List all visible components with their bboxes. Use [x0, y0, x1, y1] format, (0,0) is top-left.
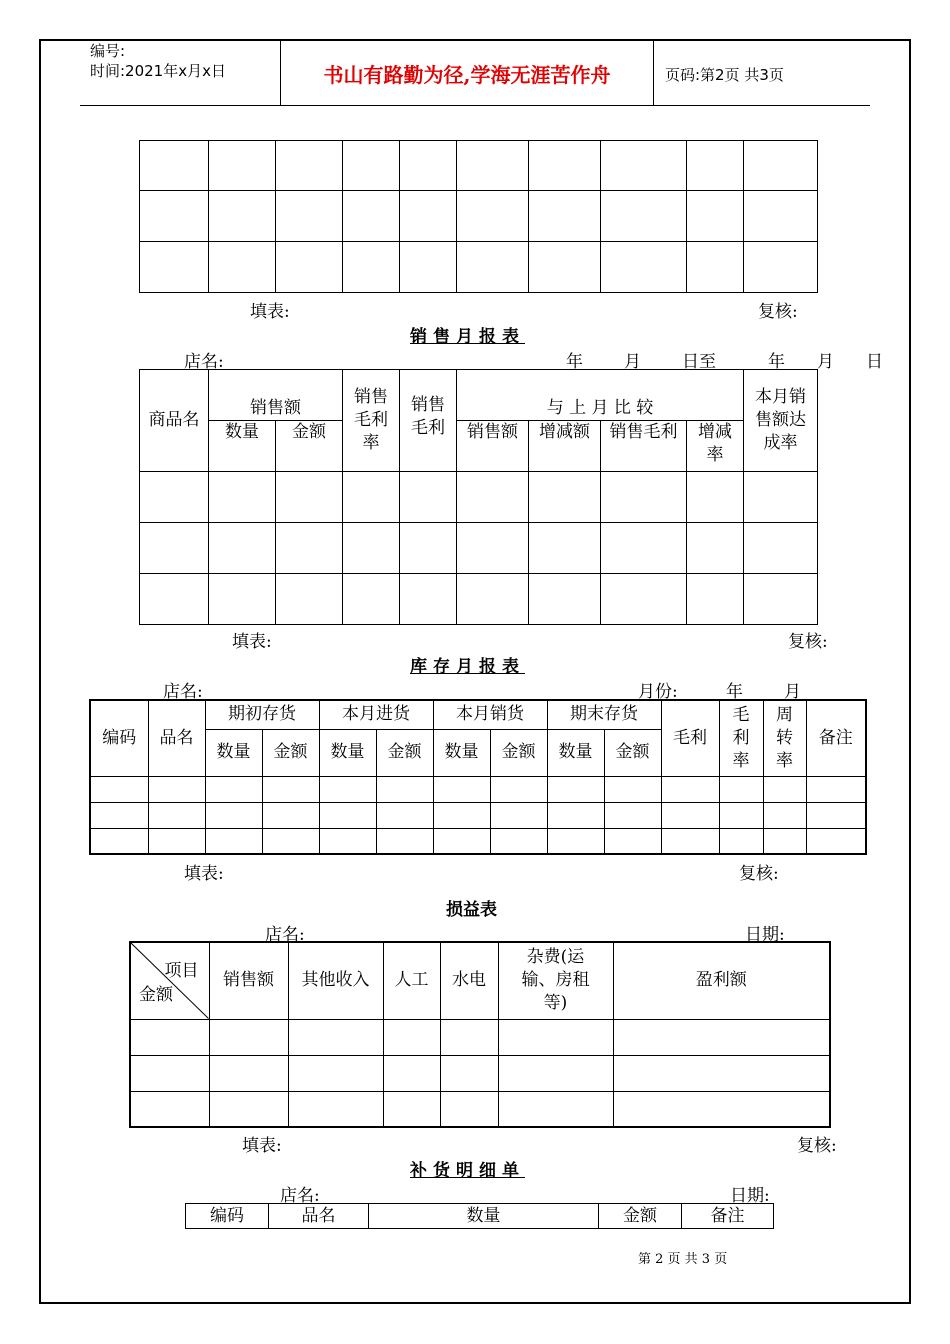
- table-cell[interactable]: [319, 776, 376, 802]
- table-cell[interactable]: [661, 776, 719, 802]
- table-cell[interactable]: [604, 776, 661, 802]
- table-cell[interactable]: [613, 1019, 830, 1055]
- table-cell[interactable]: [498, 1055, 613, 1091]
- header-motto: 书山有路勤为径,学海无涯苦作舟: [323, 63, 611, 87]
- table-cell[interactable]: [209, 141, 276, 191]
- table-cell[interactable]: [744, 242, 818, 293]
- header-gross-profit: 毛利: [661, 700, 719, 776]
- header-opening: 期初存货: [205, 700, 319, 729]
- table-cell[interactable]: [601, 141, 687, 191]
- table-cell[interactable]: [547, 802, 604, 828]
- table-cell[interactable]: [763, 828, 806, 854]
- header-other-income: 其他收入: [288, 942, 383, 1019]
- header-divider: [653, 39, 654, 105]
- table-cell[interactable]: [140, 242, 209, 293]
- table-cell[interactable]: [457, 242, 529, 293]
- table-cell[interactable]: [140, 141, 209, 191]
- table-cell[interactable]: [130, 1019, 209, 1055]
- table-cell[interactable]: [288, 1055, 383, 1091]
- table-cell[interactable]: [457, 472, 529, 523]
- table-cell[interactable]: [661, 828, 719, 854]
- table-cell[interactable]: [490, 802, 547, 828]
- header-completion-rate: 本月销售额达成率: [744, 370, 818, 472]
- header-purchase: 本月进货: [319, 700, 433, 729]
- header-turnover-rate: 周转率: [763, 700, 806, 776]
- table-cell[interactable]: [601, 242, 687, 293]
- header-utilities: 水电: [440, 942, 498, 1019]
- table-cell[interactable]: [744, 574, 818, 625]
- header-amount: 金额: [490, 729, 547, 776]
- fill-label: 填表:: [184, 864, 224, 884]
- table-cell[interactable]: [343, 242, 400, 293]
- header-closing: 期末存货: [547, 700, 661, 729]
- table-cell[interactable]: [457, 141, 529, 191]
- review-label: 复核:: [788, 632, 828, 652]
- table-cell[interactable]: [276, 523, 343, 574]
- review-label: 复核:: [797, 1136, 837, 1156]
- date-day: 日: [866, 352, 883, 372]
- header-amount: 金额: [599, 1204, 682, 1229]
- table-cell[interactable]: [90, 802, 148, 828]
- date-year: 年: [768, 352, 785, 372]
- fill-label: 填表:: [242, 1136, 282, 1156]
- table-cell[interactable]: [140, 472, 209, 523]
- table-cell[interactable]: [457, 574, 529, 625]
- profit-loss-title: 损益表: [446, 900, 497, 920]
- table-cell[interactable]: [148, 802, 205, 828]
- table-cell[interactable]: [687, 472, 744, 523]
- table-cell[interactable]: [209, 191, 276, 242]
- table-cell[interactable]: [457, 523, 529, 574]
- header-change-rate: 增减率: [687, 421, 744, 472]
- header-quantity: 数量: [433, 729, 490, 776]
- table-cell[interactable]: [440, 1019, 498, 1055]
- header-amount: 金额: [262, 729, 319, 776]
- table-cell[interactable]: [209, 472, 276, 523]
- date-label: 日期:: [730, 1186, 770, 1206]
- store-name-label: 店名:: [265, 925, 305, 945]
- header-amount: 金额: [276, 421, 343, 472]
- table-cell[interactable]: [744, 141, 818, 191]
- header-margin-rate: 毛利率: [719, 700, 763, 776]
- year-label: 年: [726, 682, 743, 702]
- page-header: [80, 39, 870, 106]
- restock-table: [185, 1203, 774, 1229]
- table-cell[interactable]: [383, 1019, 440, 1055]
- table-cell[interactable]: [205, 828, 262, 854]
- table-cell[interactable]: [400, 191, 457, 242]
- table-cell[interactable]: [613, 1055, 830, 1091]
- table-cell[interactable]: [806, 776, 866, 802]
- table-cell[interactable]: [140, 523, 209, 574]
- table-cell[interactable]: [209, 1019, 288, 1055]
- table-cell[interactable]: [90, 828, 148, 854]
- header-gross-profit: 销售毛利: [400, 370, 457, 472]
- continuation-table: [139, 140, 818, 293]
- store-name-label: 店名:: [280, 1186, 320, 1206]
- table-cell[interactable]: [343, 472, 400, 523]
- table-cell[interactable]: [90, 776, 148, 802]
- review-label: 复核:: [758, 302, 798, 322]
- header-misc: 杂费(运输、房租等): [498, 942, 613, 1019]
- table-cell[interactable]: [719, 776, 763, 802]
- inventory-report-title: 库存月报表: [410, 657, 525, 677]
- table-cell[interactable]: [744, 191, 818, 242]
- table-cell[interactable]: [601, 191, 687, 242]
- date-month: 月: [624, 352, 641, 372]
- store-name-label: 店名:: [163, 682, 203, 702]
- header-gross-margin-rate: 销售毛利率: [343, 370, 400, 472]
- table-cell[interactable]: [343, 574, 400, 625]
- table-cell[interactable]: [140, 574, 209, 625]
- header-sales: 本月销货: [433, 700, 547, 729]
- table-cell[interactable]: [661, 802, 719, 828]
- document-number-label: 编号:: [90, 42, 126, 60]
- table-cell[interactable]: [376, 802, 433, 828]
- table-cell[interactable]: [376, 828, 433, 854]
- header-compare-last-month: 与 上 月 比 较: [457, 370, 744, 421]
- profit-loss-table: [129, 941, 831, 1128]
- table-cell[interactable]: [276, 574, 343, 625]
- table-cell[interactable]: [319, 802, 376, 828]
- inventory-report-table: [89, 699, 867, 855]
- table-cell[interactable]: [400, 574, 457, 625]
- table-cell[interactable]: [744, 472, 818, 523]
- header-sales: 销售额: [209, 942, 288, 1019]
- store-name-label: 店名:: [184, 352, 224, 372]
- table-cell[interactable]: [687, 191, 744, 242]
- header-amount: 金额: [139, 985, 173, 1005]
- restock-title: 补货明细单: [410, 1161, 525, 1181]
- table-cell[interactable]: [400, 472, 457, 523]
- header-change-amount: 增减额: [529, 421, 601, 472]
- table-cell[interactable]: [276, 141, 343, 191]
- date-day-to: 日至: [682, 352, 716, 372]
- table-cell[interactable]: [209, 1091, 288, 1127]
- table-cell[interactable]: [498, 1091, 613, 1127]
- table-cell[interactable]: [687, 141, 744, 191]
- table-cell[interactable]: [498, 1019, 613, 1055]
- table-cell[interactable]: [687, 574, 744, 625]
- sales-report-title: 销售月报表: [410, 327, 525, 347]
- date-year: 年: [566, 352, 583, 372]
- sales-report-table: [139, 369, 818, 625]
- header-code: 编码: [186, 1204, 269, 1229]
- date-month: 月: [817, 352, 834, 372]
- table-cell[interactable]: [288, 1091, 383, 1127]
- table-cell[interactable]: [276, 191, 343, 242]
- table-cell[interactable]: [400, 242, 457, 293]
- header-meta: [90, 41, 226, 81]
- header-sales: 销售额: [457, 421, 529, 472]
- table-cell[interactable]: [343, 141, 400, 191]
- table-cell[interactable]: [209, 523, 276, 574]
- table-cell[interactable]: [209, 242, 276, 293]
- table-cell[interactable]: [457, 191, 529, 242]
- table-cell[interactable]: [209, 1055, 288, 1091]
- table-cell[interactable]: [319, 828, 376, 854]
- table-cell[interactable]: [490, 776, 547, 802]
- header-diagonal-cell: [130, 942, 209, 1019]
- table-cell[interactable]: [400, 523, 457, 574]
- table-cell[interactable]: [433, 828, 490, 854]
- table-cell[interactable]: [547, 828, 604, 854]
- table-cell[interactable]: [140, 191, 209, 242]
- table-cell[interactable]: [529, 574, 601, 625]
- table-cell[interactable]: [148, 828, 205, 854]
- table-cell[interactable]: [529, 523, 601, 574]
- table-cell[interactable]: [288, 1019, 383, 1055]
- fill-label: 填表:: [232, 632, 272, 652]
- table-cell[interactable]: [376, 776, 433, 802]
- table-cell[interactable]: [433, 776, 490, 802]
- table-cell[interactable]: [148, 776, 205, 802]
- document-time-label: 时间:2021年x月x日: [90, 62, 226, 80]
- table-cell[interactable]: [601, 523, 687, 574]
- header-remarks: 备注: [806, 700, 866, 776]
- table-cell[interactable]: [262, 776, 319, 802]
- table-cell[interactable]: [205, 776, 262, 802]
- month-unit-label: 月: [784, 682, 801, 702]
- table-cell[interactable]: [547, 776, 604, 802]
- table-cell[interactable]: [744, 523, 818, 574]
- header-labor: 人工: [383, 942, 440, 1019]
- table-cell[interactable]: [490, 828, 547, 854]
- header-remarks: 备注: [682, 1204, 774, 1229]
- header-profit: 盈利额: [613, 942, 830, 1019]
- table-cell[interactable]: [719, 828, 763, 854]
- table-cell[interactable]: [763, 776, 806, 802]
- table-cell[interactable]: [601, 574, 687, 625]
- table-cell[interactable]: [529, 242, 601, 293]
- header-sales-amount: 销售额: [209, 370, 343, 421]
- header-name: 品名: [148, 700, 205, 776]
- table-cell[interactable]: [687, 242, 744, 293]
- date-label: 日期:: [745, 925, 785, 945]
- table-cell[interactable]: [601, 472, 687, 523]
- header-page-number: 页码:第2页 共3页: [665, 66, 784, 84]
- fill-label: 填表:: [250, 302, 290, 322]
- table-cell[interactable]: [763, 802, 806, 828]
- header-quantity: 数量: [319, 729, 376, 776]
- table-cell[interactable]: [130, 1055, 209, 1091]
- table-cell[interactable]: [806, 802, 866, 828]
- header-sales-gross-profit: 销售毛利: [601, 421, 687, 472]
- header-amount: 金额: [604, 729, 661, 776]
- header-amount: 金额: [376, 729, 433, 776]
- table-cell[interactable]: [806, 828, 866, 854]
- header-quantity: 数量: [369, 1204, 599, 1229]
- table-cell[interactable]: [130, 1091, 209, 1127]
- header-item: 项目: [164, 961, 199, 981]
- review-label: 复核:: [739, 864, 779, 884]
- table-cell[interactable]: [383, 1055, 440, 1091]
- header-quantity: 数量: [205, 729, 262, 776]
- table-cell[interactable]: [276, 242, 343, 293]
- table-cell[interactable]: [529, 191, 601, 242]
- table-cell[interactable]: [440, 1091, 498, 1127]
- table-cell[interactable]: [343, 191, 400, 242]
- table-cell[interactable]: [613, 1091, 830, 1127]
- month-label: 月份:: [638, 682, 678, 702]
- table-cell[interactable]: [529, 472, 601, 523]
- table-cell[interactable]: [209, 574, 276, 625]
- table-cell[interactable]: [400, 141, 457, 191]
- header-code: 编码: [90, 700, 148, 776]
- header-name: 品名: [269, 1204, 369, 1229]
- table-cell[interactable]: [529, 141, 601, 191]
- table-cell[interactable]: [433, 802, 490, 828]
- table-cell[interactable]: [205, 802, 262, 828]
- table-cell[interactable]: [262, 802, 319, 828]
- table-cell[interactable]: [719, 802, 763, 828]
- table-cell[interactable]: [276, 472, 343, 523]
- table-cell[interactable]: [687, 523, 744, 574]
- header-quantity: 数量: [547, 729, 604, 776]
- table-cell[interactable]: [604, 828, 661, 854]
- page-footer: 第 2 页 共 3 页: [638, 1252, 728, 1267]
- table-cell[interactable]: [604, 802, 661, 828]
- header-quantity: 数量: [209, 421, 276, 472]
- table-cell[interactable]: [343, 523, 400, 574]
- table-cell[interactable]: [440, 1055, 498, 1091]
- header-product-name: 商品名: [140, 370, 209, 472]
- table-cell[interactable]: [262, 828, 319, 854]
- table-cell[interactable]: [383, 1091, 440, 1127]
